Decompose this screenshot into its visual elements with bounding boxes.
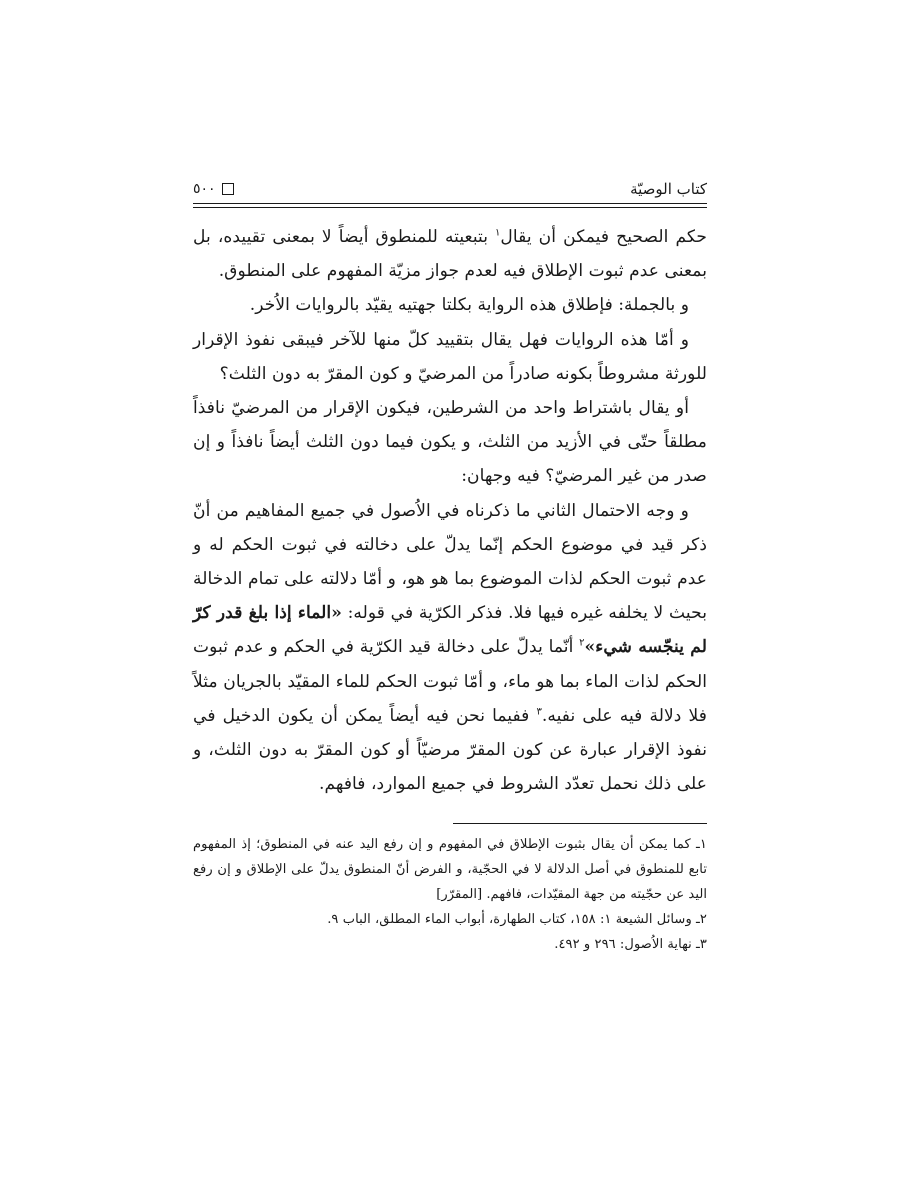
- book-title: كتاب الوصيّة: [630, 180, 707, 198]
- hadith-quote: «الماء إذا بلغ قدر كرّ لم ينجّسه شيء»: [193, 603, 707, 658]
- footnote-1: ١ـ كما يمكن أن يقال بثبوت الإطلاق في المفهوم و إن رفع اليد عنه في المنطوق؛ إذ المفهوم تابع للمنطوق في أصل الدلالة لا في الحجّية، و الفرض أنّ المنطوق يدلّ على الإطلاق و إن رفع اليد عن حجّيته من جهة المقيّدات، فافهم. [المقرّر]: [193, 837, 707, 902]
- page-number-group: [193, 181, 234, 197]
- paragraph-5: و وجه الاحتمال الثاني ما ذكرناه في الاُصول في جميع المفاهيم من أنّ ذكر قيد في موضوع الحكم إنّما يدلّ على دخالته في ثبوت الحكم له و عدم ثبوت الحكم لذات الموضوع بما هو هو، و أمّا دلالته على تمام الدخالة بحيث لا يخلفه غيره فيها فلا. فذكر الكرّية في قوله: «الماء إذا بلغ قدر كرّ لم ينجّسه شيء»$^٢$ أنّما يدلّ على دخالة قيد الكرّية في الحكم و عدم ثبوت الحكم لذات الماء بما هو ماء، و أمّا ثبوت الحكم للماء المقيّد بالجريان مثلاً فلا دلالة فيه على نفيه.$^٣$ ففيما نحن فيه أيضاً يمكن أن يكون الدخيل في نفوذ الإقرار عبارة عن كون المقرّ مرضيّاً أو كون المقرّ به دون الثلث، و على ذلك نحمل تعدّد الشروط في جميع الموارد، فافهم.: [193, 500, 708, 795]
- square-box-icon: [222, 183, 234, 195]
- header-rule-thick: [193, 203, 707, 204]
- footnote-ref-1: ١: [495, 227, 501, 239]
- footnote-ref-2: ٢: [579, 637, 585, 649]
- paragraph-4: أو يقال باشتراط واحد من الشرطين، فيكون الإقرار من المرضيّ نافذاً مطلقاً حتّى في الأزيد من الثلث، و يكون فيما دون الثلث أيضاً نافذاً و إن صدر من غير المرضيّ؟ فيه وجهان:: [193, 398, 707, 487]
- running-header: [193, 178, 707, 200]
- paragraph-3: و أمّا هذه الروايات فهل يقال بتقييد كلّ منها للآخر فيبقى نفوذ الإقرار للورثة مشروطاً بكونه صادراً من المرضيّ و كون المقرّ به دون الثلث؟: [193, 329, 707, 384]
- footnote-ref-3: ٣: [536, 706, 542, 718]
- main-text: [193, 220, 707, 801]
- paragraph-2: و بالجملة: فإطلاق هذه الرواية بكلتا جهتيه يقيّد بالروايات الاُخر.: [249, 295, 689, 316]
- footnote-2: ٢ـ وسائل الشيعة ١: ١٥٨، كتاب الطهارة، أبواب الماء المطلق، الباب ٩.: [327, 912, 707, 927]
- footnotes: [193, 832, 707, 957]
- header-rule-thin: [193, 207, 707, 208]
- footnote-3: ٣ـ نهاية الاُصول: ٢٩٦ و ٤٩٢.: [554, 937, 707, 952]
- paragraph-1: حكم الصحيح فيمكن أن يقال$^١$ بتبعيته للمنطوق أيضاً لا بمعنى تقييده، بل بمعنى عدم ثبوت الإطلاق فيه لعدم جواز مزيّة المفهوم على المنطوق.: [193, 227, 708, 282]
- page-number: ٥٠٠: [193, 181, 216, 197]
- footnote-separator: [453, 823, 707, 824]
